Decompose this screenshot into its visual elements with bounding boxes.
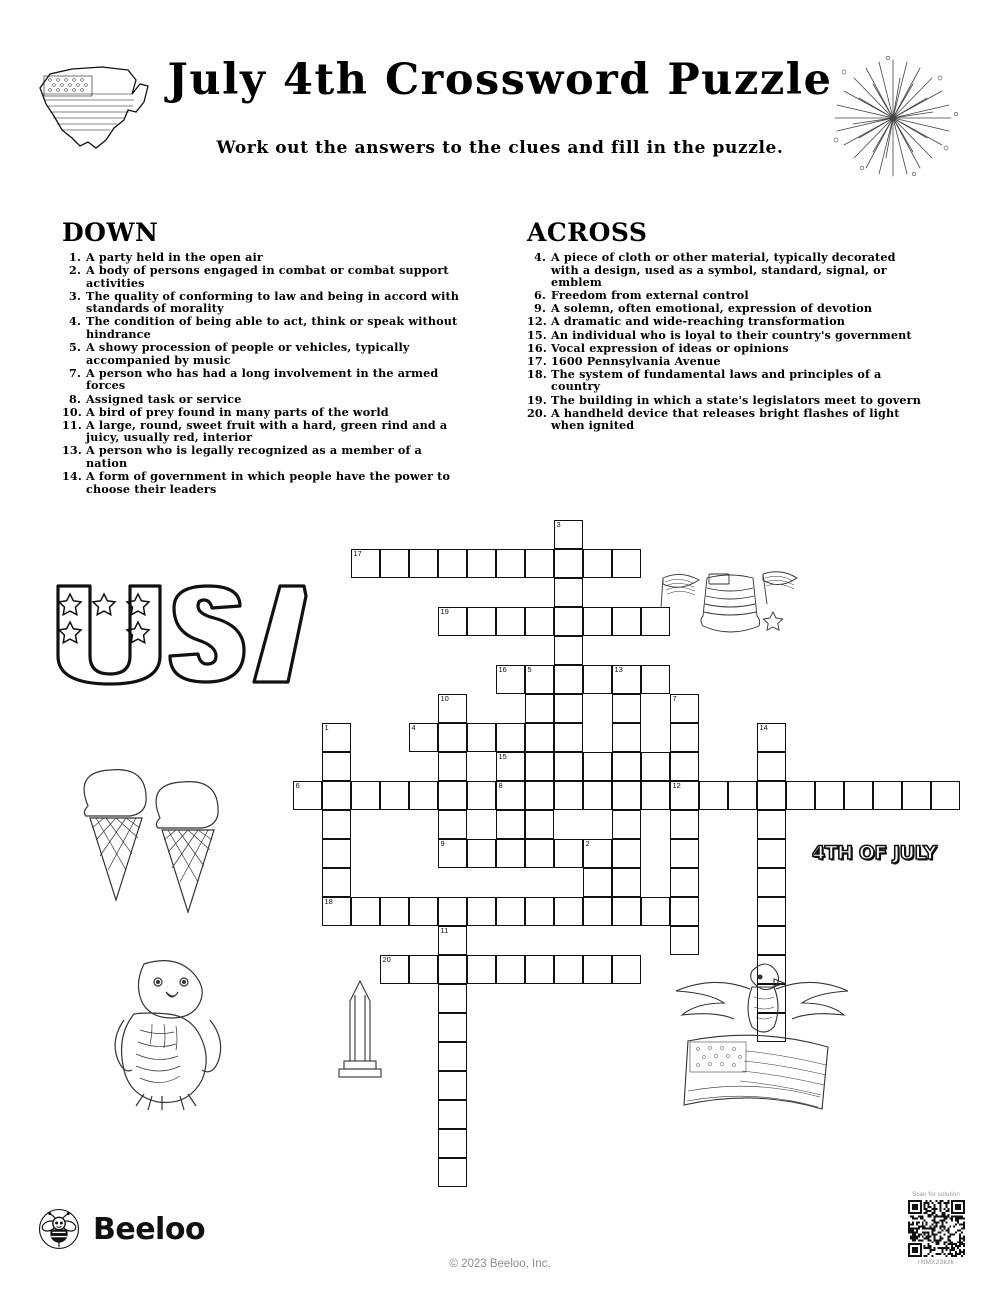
crossword-cell[interactable]	[641, 665, 670, 694]
page-subtitle: Work out the answers to the clues and fill in the puzzle.	[216, 138, 784, 158]
crossword-cell[interactable]	[525, 549, 554, 578]
crossword-cell[interactable]	[409, 897, 438, 926]
cell-number: 9	[440, 839, 445, 848]
crossword-cell[interactable]	[322, 781, 351, 810]
crossword-cell[interactable]	[757, 868, 786, 897]
clue-number: 17.	[527, 353, 547, 368]
clue-number: 11.	[62, 417, 82, 432]
crossword-cell[interactable]	[699, 781, 728, 810]
clue-number: 3.	[69, 288, 81, 303]
cell-number: 11	[440, 926, 449, 935]
clue-number: 4.	[534, 250, 546, 264]
crossword-cell[interactable]	[409, 781, 438, 810]
crossword-cell[interactable]	[670, 868, 699, 897]
cell-number: 18	[324, 897, 333, 906]
crossword-cell[interactable]	[554, 578, 583, 607]
clue-number: 6.	[534, 288, 546, 303]
crossword-cell[interactable]	[554, 752, 583, 781]
crossword-cell[interactable]	[757, 897, 786, 926]
usa-word-art	[48, 578, 310, 688]
crossword-cell[interactable]	[670, 781, 699, 810]
clue-text: Freedom from external control	[551, 288, 749, 303]
clue-text: A dramatic and wide-reaching transformation	[551, 314, 846, 329]
crossword-cell[interactable]	[670, 694, 699, 723]
clue-text: 1600 Pennsylvania Avenue	[551, 353, 721, 368]
crossword-cell[interactable]	[757, 781, 786, 810]
crossword-cell[interactable]	[554, 839, 583, 868]
crossword-cell[interactable]	[496, 665, 525, 694]
crossword-cell[interactable]	[496, 839, 525, 868]
ice-cream-cones-icon	[60, 760, 240, 920]
crossword-cell[interactable]	[496, 897, 525, 926]
clue-text: Vocal expression of ideas or opinions	[551, 340, 789, 355]
crossword-cell[interactable]	[641, 781, 670, 810]
crossword-cell[interactable]	[554, 694, 583, 723]
crossword-cell[interactable]	[583, 781, 612, 810]
crossword-cell[interactable]	[641, 897, 670, 926]
clue-number: 19.	[527, 392, 547, 407]
eagle-on-flag-icon	[668, 945, 848, 1120]
qr-label: Scan for solution	[912, 1191, 960, 1198]
qr-code-icon[interactable]	[908, 1200, 965, 1257]
crossword-cell[interactable]	[438, 607, 467, 636]
crossword-cell[interactable]	[612, 839, 641, 868]
crossword-cell[interactable]	[641, 752, 670, 781]
crossword-cell[interactable]	[496, 955, 525, 984]
crossword-cell[interactable]	[931, 781, 960, 810]
clue-text: A body of persons engaged in combat or combat support activities	[86, 263, 449, 290]
cell-number: 13	[614, 665, 623, 674]
bald-eagle-icon	[100, 950, 250, 1110]
crossword-cell[interactable]	[670, 839, 699, 868]
cell-number: 3	[556, 520, 561, 529]
cell-number: 4	[411, 723, 416, 732]
crossword-cell[interactable]	[583, 607, 612, 636]
clue-number: 13.	[62, 443, 82, 458]
crossword-cell[interactable]	[525, 810, 554, 839]
crossword-cell[interactable]	[612, 549, 641, 578]
page-title: July 4th Crossword Puzzle	[167, 55, 833, 105]
crossword-cell[interactable]	[467, 897, 496, 926]
cell-number: 10	[440, 694, 449, 703]
crossword-cell[interactable]	[467, 839, 496, 868]
crossword-cell[interactable]	[786, 781, 815, 810]
crossword-cell[interactable]	[583, 897, 612, 926]
crossword-cell[interactable]	[525, 607, 554, 636]
crossword-cell[interactable]	[322, 897, 351, 926]
crossword-cell[interactable]	[438, 810, 467, 839]
clue-number: 20.	[527, 405, 547, 420]
clue-text: A solemn, often emotional, expression of devotion	[551, 301, 873, 316]
crossword-cell[interactable]	[496, 752, 525, 781]
clue-text: The condition of being able to act, think or speak without hindrance	[86, 314, 458, 342]
crossword-cell[interactable]	[438, 926, 467, 955]
crossword-cell[interactable]	[438, 781, 467, 810]
crossword-cell[interactable]	[728, 781, 757, 810]
crossword-cell[interactable]	[583, 752, 612, 781]
crossword-cell[interactable]	[757, 810, 786, 839]
clue-text: A showy procession of people or vehicles, typically accompanied by music	[86, 340, 410, 367]
crossword-cell[interactable]	[380, 549, 409, 578]
clue-text: A large, round, sweet fruit with a hard, green rind and a juicy, usually red, interior	[86, 417, 448, 445]
cell-number: 12	[672, 781, 681, 790]
crossword-cell[interactable]	[612, 868, 641, 897]
crossword-cell[interactable]	[612, 665, 641, 694]
crossword-cell[interactable]	[554, 607, 583, 636]
crossword-cell[interactable]	[612, 810, 641, 839]
cell-number: 8	[498, 781, 503, 790]
crossword-cell[interactable]	[554, 723, 583, 752]
crossword-cell[interactable]	[438, 839, 467, 868]
fourth-of-july-word-art	[812, 842, 944, 870]
crossword-cell[interactable]	[438, 1071, 467, 1100]
crossword-cell[interactable]	[612, 955, 641, 984]
crossword-cell[interactable]	[322, 752, 351, 781]
clue-text: A party held in the open air	[86, 250, 263, 264]
crossword-cell[interactable]	[554, 636, 583, 665]
crossword-cell[interactable]	[322, 810, 351, 839]
crossword-cell[interactable]	[554, 897, 583, 926]
crossword-cell[interactable]	[438, 1100, 467, 1129]
cell-number: 15	[498, 752, 507, 761]
clue-number: 10.	[62, 404, 82, 419]
crossword-cell[interactable]	[815, 781, 844, 810]
clue-text: A bird of prey found in many parts of the world	[86, 404, 389, 419]
crossword-cell[interactable]	[496, 607, 525, 636]
crossword-cell[interactable]	[612, 781, 641, 810]
clue-number: 7.	[69, 365, 81, 380]
crossword-cell[interactable]	[496, 549, 525, 578]
cell-number: 14	[759, 723, 768, 732]
crossword-cell[interactable]	[322, 868, 351, 897]
clue-text: An individual who is loyal to their country's government	[551, 327, 912, 342]
crossword-cell[interactable]	[438, 1158, 467, 1187]
crossword-cell[interactable]	[409, 549, 438, 578]
crossword-cell[interactable]	[438, 549, 467, 578]
crossword-cell[interactable]	[438, 1013, 467, 1042]
crossword-cell[interactable]	[583, 549, 612, 578]
crossword-cell[interactable]	[380, 781, 409, 810]
crossword-cell[interactable]	[554, 781, 583, 810]
crossword-cell[interactable]	[583, 665, 612, 694]
crossword-cell[interactable]	[612, 607, 641, 636]
crossword-cell[interactable]	[670, 752, 699, 781]
crossword-cell[interactable]	[612, 694, 641, 723]
clue-number: 2.	[69, 263, 81, 278]
clue-text: The system of fundamental laws and principles of a country	[551, 366, 882, 394]
crossword-cell[interactable]	[351, 897, 380, 926]
crossword-cell[interactable]	[525, 694, 554, 723]
crossword-cell[interactable]	[438, 984, 467, 1013]
cell-number: 7	[672, 694, 677, 703]
clue-text: Assigned task or service	[86, 391, 242, 406]
crossword-cell[interactable]	[583, 868, 612, 897]
bee-logo-icon	[38, 1208, 80, 1250]
crossword-cell[interactable]	[467, 723, 496, 752]
crossword-cell[interactable]	[438, 723, 467, 752]
crossword-cell[interactable]	[438, 1042, 467, 1071]
clue-text: A form of government in which people have the power to choose their leaders	[86, 469, 451, 496]
crossword-cell[interactable]	[293, 781, 322, 810]
crossword-cell[interactable]	[583, 955, 612, 984]
crossword-cell[interactable]	[757, 723, 786, 752]
brand-footer	[38, 1208, 205, 1250]
clue-number: 5.	[69, 340, 81, 355]
crossword-cell[interactable]	[467, 607, 496, 636]
crossword-cell[interactable]	[757, 752, 786, 781]
crossword-cell[interactable]	[380, 897, 409, 926]
crossword-cell[interactable]	[496, 781, 525, 810]
crossword-cell[interactable]	[612, 752, 641, 781]
cell-number: 20	[382, 955, 391, 964]
clue-number: 1.	[69, 250, 81, 264]
cell-number: 17	[353, 549, 362, 558]
crossword-cell[interactable]	[583, 839, 612, 868]
crossword-cell[interactable]	[322, 723, 351, 752]
crossword-cell[interactable]	[554, 955, 583, 984]
crossword-cell[interactable]	[525, 752, 554, 781]
crossword-cell[interactable]	[351, 549, 380, 578]
uncle-sam-hat-with-flags-icon	[655, 560, 805, 645]
cell-number: 19	[440, 607, 449, 616]
clue-number: 8.	[69, 391, 81, 406]
cell-number: 5	[527, 665, 532, 674]
fourth-of-july-text: 4TH OF JULY	[812, 842, 937, 864]
crossword-cell[interactable]	[409, 955, 438, 984]
clue-text: A handheld device that releases bright flashes of light when ignited	[551, 405, 900, 433]
qr-id: rNMX23kzk	[917, 1259, 955, 1266]
crossword-cell[interactable]	[873, 781, 902, 810]
brand-name: Beeloo	[93, 1211, 206, 1247]
crossword-cell[interactable]	[351, 781, 380, 810]
clue-text: A person who has had a long involvement in the armed forces	[86, 365, 439, 393]
crossword-cell[interactable]	[612, 723, 641, 752]
clue-number: 4.	[69, 314, 81, 329]
crossword-cell[interactable]	[554, 549, 583, 578]
crossword-cell[interactable]	[670, 723, 699, 752]
clue-number: 16.	[527, 340, 547, 355]
clue-number: 18.	[527, 366, 547, 381]
crossword-cell[interactable]	[438, 1129, 467, 1158]
cell-number: 16	[498, 665, 507, 674]
crossword-cell[interactable]	[496, 810, 525, 839]
crossword-cell[interactable]	[844, 781, 873, 810]
crossword-cell[interactable]	[757, 839, 786, 868]
crossword-cell[interactable]	[902, 781, 931, 810]
clue-number: 12.	[527, 314, 547, 329]
crossword-cell[interactable]	[554, 520, 583, 549]
crossword-cell[interactable]	[612, 897, 641, 926]
crossword-cell[interactable]	[438, 694, 467, 723]
crossword-cell[interactable]	[467, 549, 496, 578]
crossword-cell[interactable]	[525, 955, 554, 984]
clue-number: 9.	[534, 301, 546, 316]
crossword-cell[interactable]	[438, 752, 467, 781]
across-heading: ACROSS	[527, 218, 648, 247]
cell-number: 2	[585, 839, 590, 848]
copyright-text: © 2023 Beeloo, Inc.	[449, 1258, 551, 1270]
clue-number: 15.	[527, 327, 547, 342]
clue-text: The building in which a state's legislators meet to govern	[551, 392, 921, 407]
crossword-cell[interactable]	[525, 781, 554, 810]
crossword-cell[interactable]	[670, 897, 699, 926]
crossword-cell[interactable]	[525, 665, 554, 694]
crossword-cell[interactable]	[467, 955, 496, 984]
crossword-cell[interactable]	[496, 723, 525, 752]
crossword-cell[interactable]	[525, 839, 554, 868]
crossword-cell[interactable]	[525, 897, 554, 926]
cell-number: 6	[295, 781, 300, 790]
cell-number: 1	[324, 723, 329, 732]
clue-text: A person who is legally recognized as a member of a nation	[86, 443, 422, 470]
qr-solution-block[interactable]	[905, 1191, 967, 1277]
crossword-cell[interactable]	[467, 781, 496, 810]
clue-text: The quality of conforming to law and being in accord with standards of morality	[86, 288, 460, 316]
crossword-cell[interactable]	[409, 723, 438, 752]
clue-text: A piece of cloth or other material, typically decorated with a design, used as a symbol, standard, signal, or emblem	[551, 250, 896, 290]
crossword-cell[interactable]	[322, 839, 351, 868]
crossword-cell[interactable]	[438, 897, 467, 926]
crossword-cell[interactable]	[670, 810, 699, 839]
clue-number: 14.	[62, 469, 82, 484]
crossword-cell[interactable]	[438, 955, 467, 984]
down-heading: DOWN	[62, 218, 159, 247]
crossword-cell[interactable]	[525, 723, 554, 752]
crossword-cell[interactable]	[554, 665, 583, 694]
washington-monument-icon	[330, 975, 390, 1085]
